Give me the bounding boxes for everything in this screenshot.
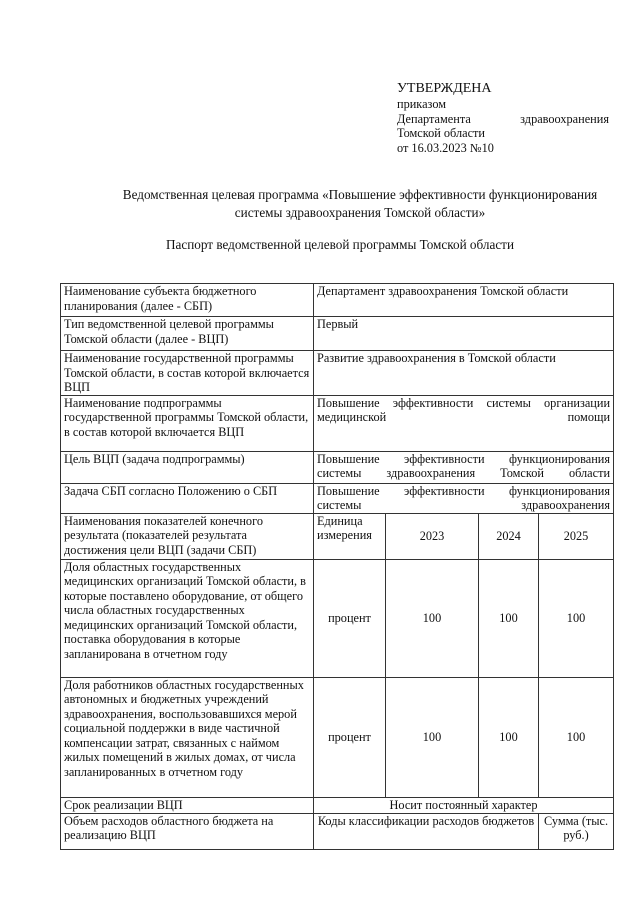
- approval-date: от 16.03.2023 №10: [397, 140, 494, 155]
- indicator-header-row: [61, 513, 614, 559]
- indicator-label: Доля работников областных государственных автономных и бюджетных учреждений здравоохранения, воспользовавшихся мерой социальной поддержки в виде частичной компенсации затрат, связанных с наймом жилых помещений в жилых домах, от числа запланированных в отчетном году: [61, 677, 314, 797]
- indicator-value: 100: [479, 677, 539, 797]
- program-title-line: Ведомственная целевая программа «Повышение эффективности функционирования: [122, 187, 598, 202]
- row-value: Повышение эффективности функционирования системы здравоохранения Томской области: [314, 451, 614, 483]
- approval-line: Томской области: [397, 126, 485, 140]
- term-row: [61, 797, 614, 813]
- row-value: Повышение эффективности системы организации медицинской помощи: [314, 395, 614, 451]
- row-label: Тип ведомственной целевой программы Томской области (далее - ВЦП): [61, 317, 314, 351]
- indicator-value: 100: [386, 677, 479, 797]
- approval-dept: [397, 112, 609, 127]
- approval-line: приказом: [397, 97, 447, 111]
- indicator-value: 100: [386, 559, 479, 677]
- row-label: Задача СБП согласно Положению о СБП: [61, 483, 314, 513]
- year-header: 2025: [539, 513, 614, 559]
- indicator-label: Доля областных государственных медицинских организаций Томской области, в которые поставлено оборудование, от общего числа областных государственных медицинских организаций Томской области, поставка оборудования в которые запланирована в отчетном году: [61, 559, 314, 677]
- row-value: Развитие здравоохранения в Томской области: [314, 351, 614, 396]
- row-label: Наименование субъекта бюджетного планирования (далее - СБП): [61, 284, 314, 317]
- budget-row: [61, 813, 614, 849]
- year-header: 2024: [479, 513, 539, 559]
- table-row: [61, 284, 614, 317]
- year-header: 2023: [386, 513, 479, 559]
- indicator-value: 100: [539, 677, 614, 797]
- passport-table: [60, 283, 614, 850]
- budget-sum: Сумма (тыс. руб.): [539, 813, 614, 849]
- table-row: [61, 317, 614, 351]
- row-label: Цель ВЦП (задача подпрограммы): [61, 451, 314, 483]
- program-title: [90, 186, 630, 222]
- indicator-value: 100: [539, 559, 614, 677]
- table-row: [61, 483, 614, 513]
- approval-block: [397, 80, 609, 155]
- indicator-row: [61, 559, 614, 677]
- budget-label: Объем расходов областного бюджета на реализацию ВЦП: [61, 813, 314, 849]
- row-value: Повышение эффективности функционирования системы здравоохранения: [314, 483, 614, 513]
- indicator-header-label: Наименования показателей конечного результата (показателей результата достижения цели ВЦП (задачи СБП): [61, 513, 314, 559]
- row-label: Наименование государственной программы Томской области, в состав которой включается ВЦП: [61, 351, 314, 396]
- row-label: Наименование подпрограммы государственной программы Томской области, в состав которой включается ВЦП: [61, 395, 314, 451]
- approval-heading: УТВЕРЖДЕНА: [397, 81, 492, 96]
- budget-codes: Коды классификации расходов бюджетов: [314, 813, 539, 849]
- approval-dept-b: здравоохранения: [520, 111, 609, 126]
- indicator-unit: процент: [314, 677, 386, 797]
- row-value: Департамент здравоохранения Томской области: [314, 284, 614, 317]
- term-value: Носит постоянный характер: [314, 797, 614, 813]
- indicator-value: 100: [479, 559, 539, 677]
- row-value: Первый: [314, 317, 614, 351]
- term-label: Срок реализации ВЦП: [61, 797, 314, 813]
- unit-header: Единица измерения: [314, 513, 386, 559]
- program-title-line: системы здравоохранения Томской области»: [234, 205, 486, 220]
- indicator-unit: процент: [314, 559, 386, 677]
- table-row: [61, 351, 614, 396]
- table-row: [61, 395, 614, 451]
- passport-title: Паспорт ведомственной целевой программы Томской области: [165, 237, 515, 252]
- approval-dept-a: Департамента: [397, 111, 471, 126]
- indicator-row: [61, 677, 614, 797]
- table-row: [61, 451, 614, 483]
